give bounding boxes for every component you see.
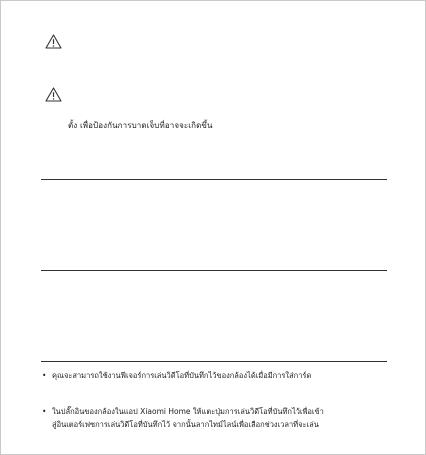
bullet: •: [42, 407, 47, 416]
note-playback-card: [42, 369, 311, 382]
note-line: สู่อินเตอร์เฟซการเล่นวิดีโอที่บันทึกไว้ จากนั้นลากไทม์ไลน์เพื่อเลือกช่วงเวลาที่จะเล่น: [52, 420, 319, 429]
warning-triangle-icon: [45, 87, 62, 102]
note-line: คุณจะสามารถใช้งานฟีเจอร์การเล่นวิดีโอที่บันทึกไว้ของกล้องได้เมื่อมีการใส่การ์ด: [52, 371, 312, 380]
section-divider: [41, 270, 387, 271]
note-playback-plugin: [42, 405, 324, 431]
warning-text: ตั้ง เพื่อป้องกันการบาดเจ็บที่อาจจะเกิดขึ้น: [68, 121, 213, 130]
section-divider: [41, 361, 387, 362]
bullet: •: [42, 371, 47, 380]
section-divider: [41, 179, 387, 180]
note-line: ในปลั๊กอินของกล้องในแอป Xiaomi Home ให้แตะปุ่มการเล่นวิดีโอที่บันทึกไว้เพื่อเข้า: [52, 407, 324, 416]
warning-triangle-icon: [45, 34, 62, 49]
